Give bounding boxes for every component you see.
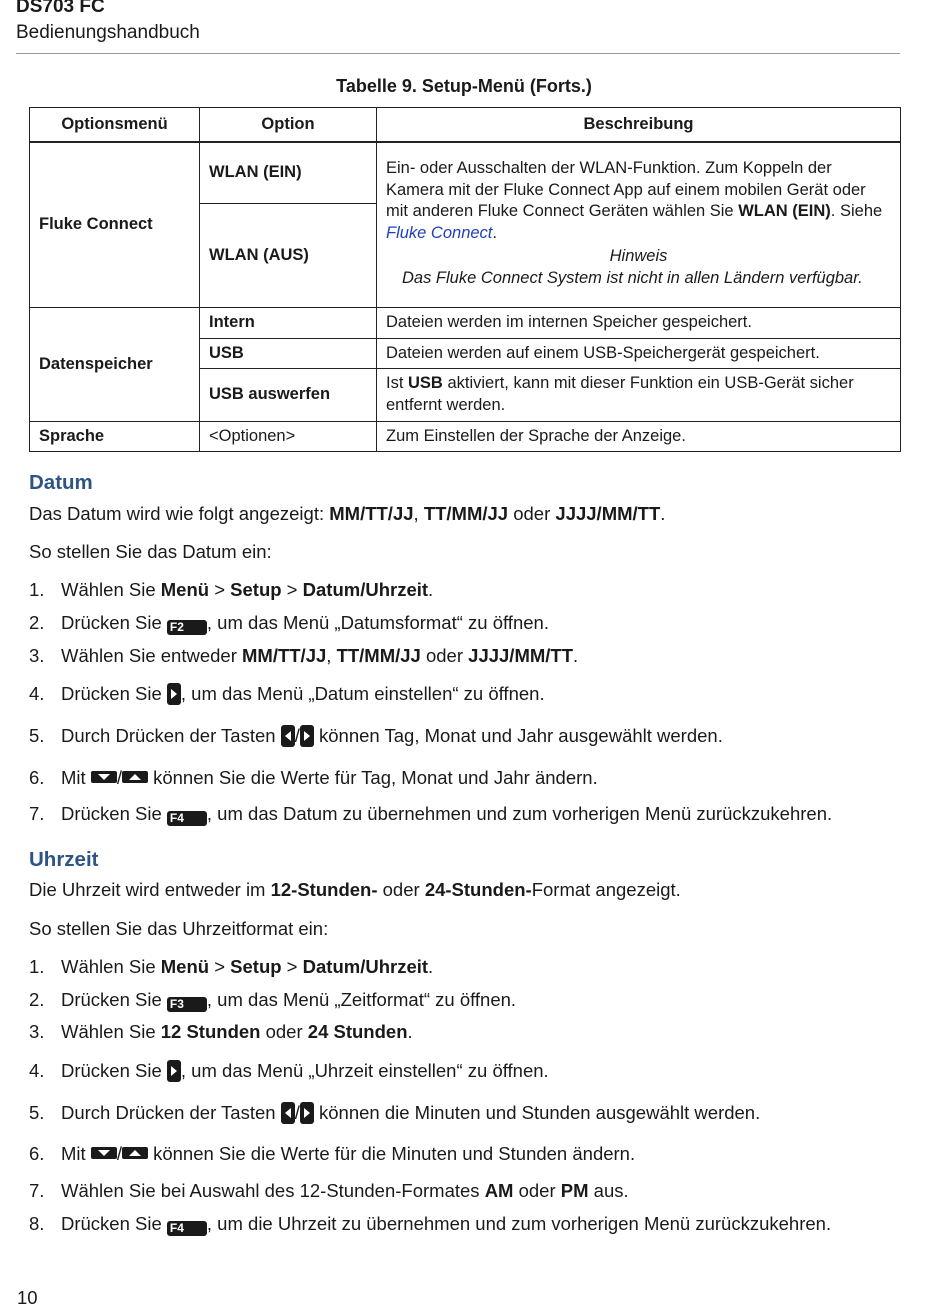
uhrzeit-step-5 <box>29 1102 760 1124</box>
table-row <box>30 142 901 203</box>
text: oder <box>508 503 556 524</box>
table-row <box>30 307 901 338</box>
option-cell: WLAN (AUS) <box>200 203 377 307</box>
text: Drücken Sie <box>61 989 167 1010</box>
f2-key-icon: F2 <box>167 620 207 635</box>
description-cell: Dateien werden auf einem USB-Speichergerät gespeichert. <box>377 338 901 368</box>
step-number: 4. <box>29 683 45 704</box>
datum-intro <box>29 503 665 525</box>
uhrzeit-step-1 <box>29 956 433 978</box>
right-arrow-key-icon <box>300 1102 314 1124</box>
time-format: AM <box>484 1180 514 1201</box>
text: , <box>413 503 424 524</box>
right-arrow-key-icon <box>167 1060 181 1082</box>
text: oder <box>377 879 425 900</box>
section-heading-uhrzeit: Uhrzeit <box>29 848 99 871</box>
left-arrow-key-icon <box>281 725 295 747</box>
text: Durch Drücken der Tasten <box>61 725 281 746</box>
description-cell: Dateien werden im internen Speicher gespeichert. <box>377 307 901 338</box>
time-format: 24 Stunden <box>307 1021 408 1042</box>
text: Durch Drücken der Tasten <box>61 1102 281 1123</box>
f4-key-icon: F4 <box>167 1221 207 1236</box>
description-text: . <box>492 223 497 242</box>
text: können Sie die Werte für die Minuten und Stunden ändern. <box>147 1143 636 1164</box>
datum-step-1 <box>29 579 433 601</box>
document-subtitle: Bedienungshandbuch <box>16 22 200 43</box>
step-number: 7. <box>29 1180 45 1201</box>
step-number: 5. <box>29 1102 45 1123</box>
text: / <box>294 1102 300 1123</box>
menu-path: Menü <box>160 579 210 600</box>
step-number: 4. <box>29 1060 45 1081</box>
header-divider <box>16 53 900 54</box>
document-title: DS703 FC <box>16 0 105 17</box>
step-number: 1. <box>29 579 45 600</box>
time-format: 24-Stunden- <box>424 879 532 900</box>
text: oder <box>513 1180 561 1201</box>
date-format: TT/MM/JJ <box>423 503 509 524</box>
text: , um das Menü „Datumsformat“ zu öffnen. <box>206 612 549 633</box>
text: Drücken Sie <box>61 612 167 633</box>
text: > <box>209 956 231 977</box>
step-number: 5. <box>29 725 45 746</box>
page-number: 10 <box>17 1287 38 1308</box>
uhrzeit-step-8 <box>29 1213 831 1236</box>
uhrzeit-step-3 <box>29 1021 413 1043</box>
description-text: aktiviert, kann mit dieser Funktion ein USB-Gerät sicher entfernt werden. <box>386 374 854 414</box>
menu-cell: Fluke Connect <box>30 142 200 307</box>
step-number: 3. <box>29 1021 45 1042</box>
text: , um die Uhrzeit zu übernehmen und zum vorherigen Menü zurückzukehren. <box>206 1213 832 1234</box>
text: , um das Menü „Uhrzeit einstellen“ zu öffnen. <box>180 1060 549 1081</box>
text: aus. <box>588 1180 629 1201</box>
text: Drücken Sie <box>61 803 167 824</box>
text: oder <box>420 645 469 666</box>
datum-step-7 <box>29 803 832 826</box>
text: > <box>281 579 303 600</box>
step-number: 6. <box>29 767 45 788</box>
text: , um das Menü „Datum einstellen“ zu öffnen. <box>180 683 545 704</box>
step-number: 8. <box>29 1213 45 1234</box>
text: Mit <box>61 767 91 788</box>
note-heading: Hinweis <box>609 247 668 266</box>
text: Wählen Sie <box>61 1021 161 1042</box>
text: Drücken Sie <box>61 683 167 704</box>
option-cell: USB <box>200 338 377 368</box>
uhrzeit-step-2 <box>29 989 516 1012</box>
up-arrow-key-icon <box>122 771 148 783</box>
uhrzeit-step-6 <box>29 1143 635 1165</box>
description-bold: USB <box>408 374 443 392</box>
setup-menu-table <box>29 107 901 452</box>
uhrzeit-step-4 <box>29 1060 549 1082</box>
text: > <box>281 956 303 977</box>
menu-path: Menü <box>160 956 210 977</box>
note-body: Das Fluke Connect System ist nicht in allen Ländern verfügbar. <box>402 268 863 287</box>
uhrzeit-how: So stellen Sie das Uhrzeitformat ein: <box>29 918 329 939</box>
f3-key-icon: F3 <box>167 997 207 1012</box>
table-caption: Tabelle 9. Setup-Menü (Forts.) <box>336 76 592 96</box>
datum-step-4 <box>29 683 545 705</box>
fluke-connect-link[interactable]: Fluke Connect <box>386 223 493 242</box>
uhrzeit-intro <box>29 879 681 901</box>
text: . <box>407 1021 413 1042</box>
time-format: PM <box>560 1180 589 1201</box>
table-header-row <box>30 108 901 143</box>
text: Wählen Sie bei Auswahl des 12-Stunden-Formates <box>61 1180 485 1201</box>
text: , um das Datum zu übernehmen und zum vorherigen Menü zurückzukehren. <box>206 803 833 824</box>
uhrzeit-step-7 <box>29 1180 629 1202</box>
date-format: TT/MM/JJ <box>336 645 421 666</box>
description-cell <box>377 142 901 307</box>
right-arrow-key-icon <box>167 683 181 705</box>
description-bold: WLAN (EIN) <box>738 202 831 221</box>
option-cell: USB auswerfen <box>200 368 377 421</box>
text: . <box>428 579 434 600</box>
left-arrow-key-icon <box>281 1102 295 1124</box>
text: oder <box>260 1021 308 1042</box>
text: Format angezeigt. <box>531 879 681 900</box>
description-cell <box>377 368 901 421</box>
date-format: MM/TT/JJ <box>242 645 327 666</box>
datum-how: So stellen Sie das Datum ein: <box>29 541 272 562</box>
text: Mit <box>61 1143 91 1164</box>
text: Drücken Sie <box>61 1213 167 1234</box>
text: können Sie die Werte für Tag, Monat und Jahr ändern. <box>147 767 598 788</box>
step-number: 2. <box>29 612 45 633</box>
time-format: 12-Stunden- <box>270 879 378 900</box>
text: können Tag, Monat und Jahr ausgewählt werden. <box>313 725 723 746</box>
description-text: . Siehe <box>830 202 883 221</box>
text: > <box>209 579 231 600</box>
down-arrow-key-icon <box>91 1147 117 1159</box>
step-number: 1. <box>29 956 45 977</box>
text: . <box>660 503 666 524</box>
step-number: 3. <box>29 645 45 666</box>
text: Drücken Sie <box>61 1060 167 1081</box>
text: . <box>428 956 434 977</box>
step-number: 6. <box>29 1143 45 1164</box>
column-header: Beschreibung <box>377 108 901 143</box>
text: / <box>116 1143 122 1164</box>
menu-path: Datum/Uhrzeit <box>302 956 429 977</box>
option-cell: WLAN (EIN) <box>200 142 377 203</box>
menu-path: Datum/Uhrzeit <box>302 579 429 600</box>
option-cell: Intern <box>200 307 377 338</box>
text: / <box>116 767 122 788</box>
down-arrow-key-icon <box>91 771 117 783</box>
column-header: Option <box>200 108 377 143</box>
text: Wählen Sie <box>61 579 161 600</box>
datum-step-6 <box>29 767 598 789</box>
text: können die Minuten und Stunden ausgewählt werden. <box>313 1102 761 1123</box>
text: Wählen Sie entweder <box>61 645 242 666</box>
date-format: MM/TT/JJ <box>329 503 414 524</box>
table-row <box>30 421 901 451</box>
text: Wählen Sie <box>61 956 161 977</box>
time-format: 12 Stunden <box>160 1021 261 1042</box>
description-text: Ist <box>386 374 404 392</box>
menu-path: Setup <box>230 579 282 600</box>
text: . <box>573 645 579 666</box>
text: , um das Menü „Zeitformat“ zu öffnen. <box>206 989 517 1010</box>
text: Die Uhrzeit wird entweder im <box>29 879 271 900</box>
description-text: Ein- oder Ausschalten der WLAN-Funktion. Zum Koppeln der Kamera mit der Fluke Connect App auf einem mobilen Gerät oder mit anderen Fluke Connect Geräten wählen Sie <box>386 159 866 221</box>
menu-cell: Datenspeicher <box>30 307 200 421</box>
text: , <box>326 645 337 666</box>
column-header: Optionsmenü <box>30 108 200 143</box>
datum-step-3 <box>29 645 578 667</box>
text: Das Datum wird wie folgt angezeigt: <box>29 503 330 524</box>
text: / <box>294 725 300 746</box>
menu-cell: Sprache <box>30 421 200 451</box>
f4-key-icon: F4 <box>167 811 207 826</box>
description-cell: Zum Einstellen der Sprache der Anzeige. <box>377 421 901 451</box>
step-number: 2. <box>29 989 45 1010</box>
section-heading-datum: Datum <box>29 471 93 494</box>
step-number: 7. <box>29 803 45 824</box>
date-format: JJJJ/MM/TT <box>468 645 574 666</box>
date-format: JJJJ/MM/TT <box>555 503 661 524</box>
up-arrow-key-icon <box>122 1147 148 1159</box>
datum-step-5 <box>29 725 723 747</box>
datum-step-2 <box>29 612 549 635</box>
menu-path: Setup <box>230 956 282 977</box>
right-arrow-key-icon <box>300 725 314 747</box>
option-cell: <Optionen> <box>200 421 377 451</box>
